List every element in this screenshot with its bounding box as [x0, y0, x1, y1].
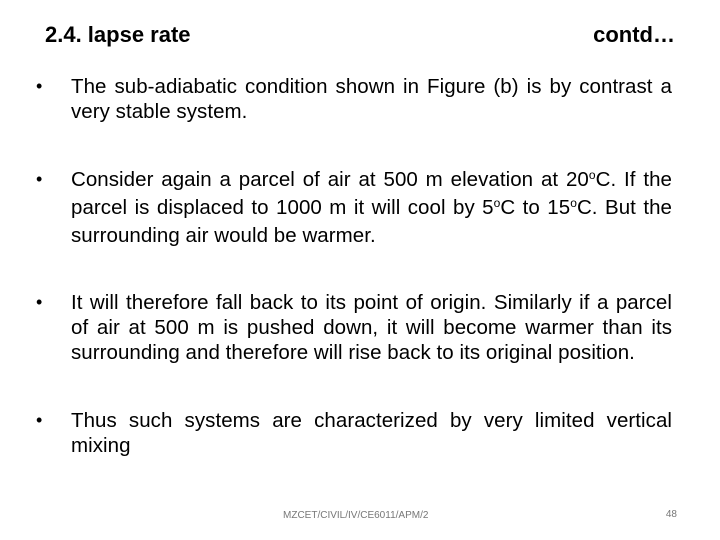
- bullet-item: [36, 290, 672, 365]
- bullet-icon: •: [36, 169, 43, 189]
- bullet-text-part: C to 15: [500, 196, 571, 219]
- bullet-list: [36, 74, 672, 458]
- bullet-item: [36, 408, 672, 458]
- continued-label: contd…: [593, 22, 675, 47]
- slide-title: 2.4. lapse rate: [45, 22, 191, 47]
- bullet-item: [36, 74, 672, 124]
- bullet-text-part: Consider again a parcel of air at 500 m elevation at 20: [71, 168, 589, 191]
- degree-superscript: o: [588, 168, 596, 182]
- bullet-icon: •: [36, 410, 43, 430]
- bullet-text: The sub-adiabatic condition shown in Figure (b) is by contrast a very stable system.: [71, 75, 672, 123]
- bullet-text-part: C. But the surrounding air would be warmer.: [71, 196, 672, 247]
- bullet-icon: •: [36, 76, 43, 96]
- bullet-text-part: C. If the parcel is displaced to 1000 m it will cool by 5: [71, 168, 672, 219]
- bullet-item: [36, 167, 672, 248]
- degree-superscript: o: [493, 196, 501, 210]
- degree-superscript: o: [570, 196, 577, 210]
- page-number: 48: [665, 509, 677, 520]
- bullet-text: It will therefore fall back to its point of origin. Similarly if a parcel of air at 500 m is pushed down, it will become warmer than its surrounding and therefore will rise back to its original position.: [71, 291, 672, 364]
- bullet-text: Thus such systems are characterized by very limited vertical mixing: [71, 409, 672, 457]
- footer-code: MZCET/CIVIL/IV/CE6011/APM/2: [283, 510, 429, 521]
- bullet-icon: •: [36, 292, 43, 312]
